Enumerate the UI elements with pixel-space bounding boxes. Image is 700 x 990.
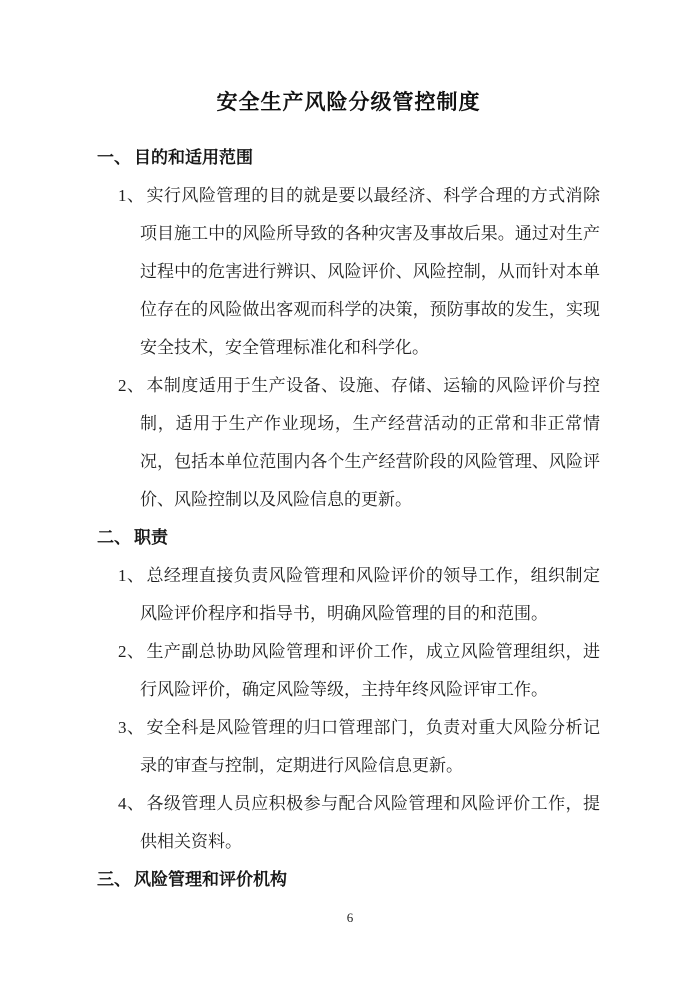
item-number: 2、: [118, 642, 145, 661]
section-heading: [97, 861, 600, 899]
document-title: 安全生产风险分级管控制度: [216, 91, 481, 114]
page-number: 6: [346, 910, 354, 925]
item-number: 1、: [118, 566, 145, 585]
section-title: 风险管理和评价机构: [134, 870, 287, 889]
item-text: 安全科是风险管理的归口管理部门，负责对重大风险分析记录的审查与控制，定期进行风险信息更新。: [140, 718, 601, 775]
section-title: 目的和适用范围: [134, 148, 253, 167]
list-item: [97, 367, 600, 519]
section-heading: [97, 139, 600, 177]
list-item: [97, 785, 600, 861]
item-text: 实行风险管理的目的就是要以最经济、科学合理的方式消除项目施工中的风险所导致的各种灾害及事故后果。通过对生产过程中的危害进行辨识、风险评价、风险控制，从而针对本单位存在的风险做出客观而科学的决策，预防事故的发生，实现安全技术，安全管理标准化和科学化。: [140, 186, 601, 357]
item-text: 总经理直接负责风险管理和风险评价的领导工作，组织制定风险评价程序和指导书，明确风险管理的目的和范围。: [140, 566, 601, 623]
section-risk-org: [97, 861, 600, 899]
item-number: 2、: [118, 376, 145, 395]
section-number: 三、: [97, 870, 131, 889]
list-item: [97, 177, 600, 367]
section-heading: [97, 519, 600, 557]
list-item: [97, 709, 600, 785]
list-item: [97, 633, 600, 709]
list-item: [97, 557, 600, 633]
item-text: 生产副总协助风险管理和评价工作，成立风险管理组织，进行风险评价，确定风险等级，主持年终风险评审工作。: [140, 642, 601, 699]
section-number: 一、: [97, 148, 131, 167]
item-number: 4、: [118, 794, 145, 813]
section-title: 职责: [134, 528, 168, 547]
item-number: 1、: [118, 186, 145, 205]
section-purpose-scope: [97, 139, 600, 519]
section-number: 二、: [97, 528, 131, 547]
item-number: 3、: [118, 718, 145, 737]
item-text: 本制度适用于生产设备、设施、存储、运输的风险评价与控制，适用于生产作业现场，生产经营活动的正常和非正常情况，包括本单位范围内各个生产经营阶段的风险管理、风险评价、风险控制以及风险信息的更新。: [140, 376, 601, 509]
item-text: 各级管理人员应积极参与配合风险管理和风险评价工作，提供相关资料。: [140, 794, 601, 851]
section-responsibilities: [97, 519, 600, 861]
